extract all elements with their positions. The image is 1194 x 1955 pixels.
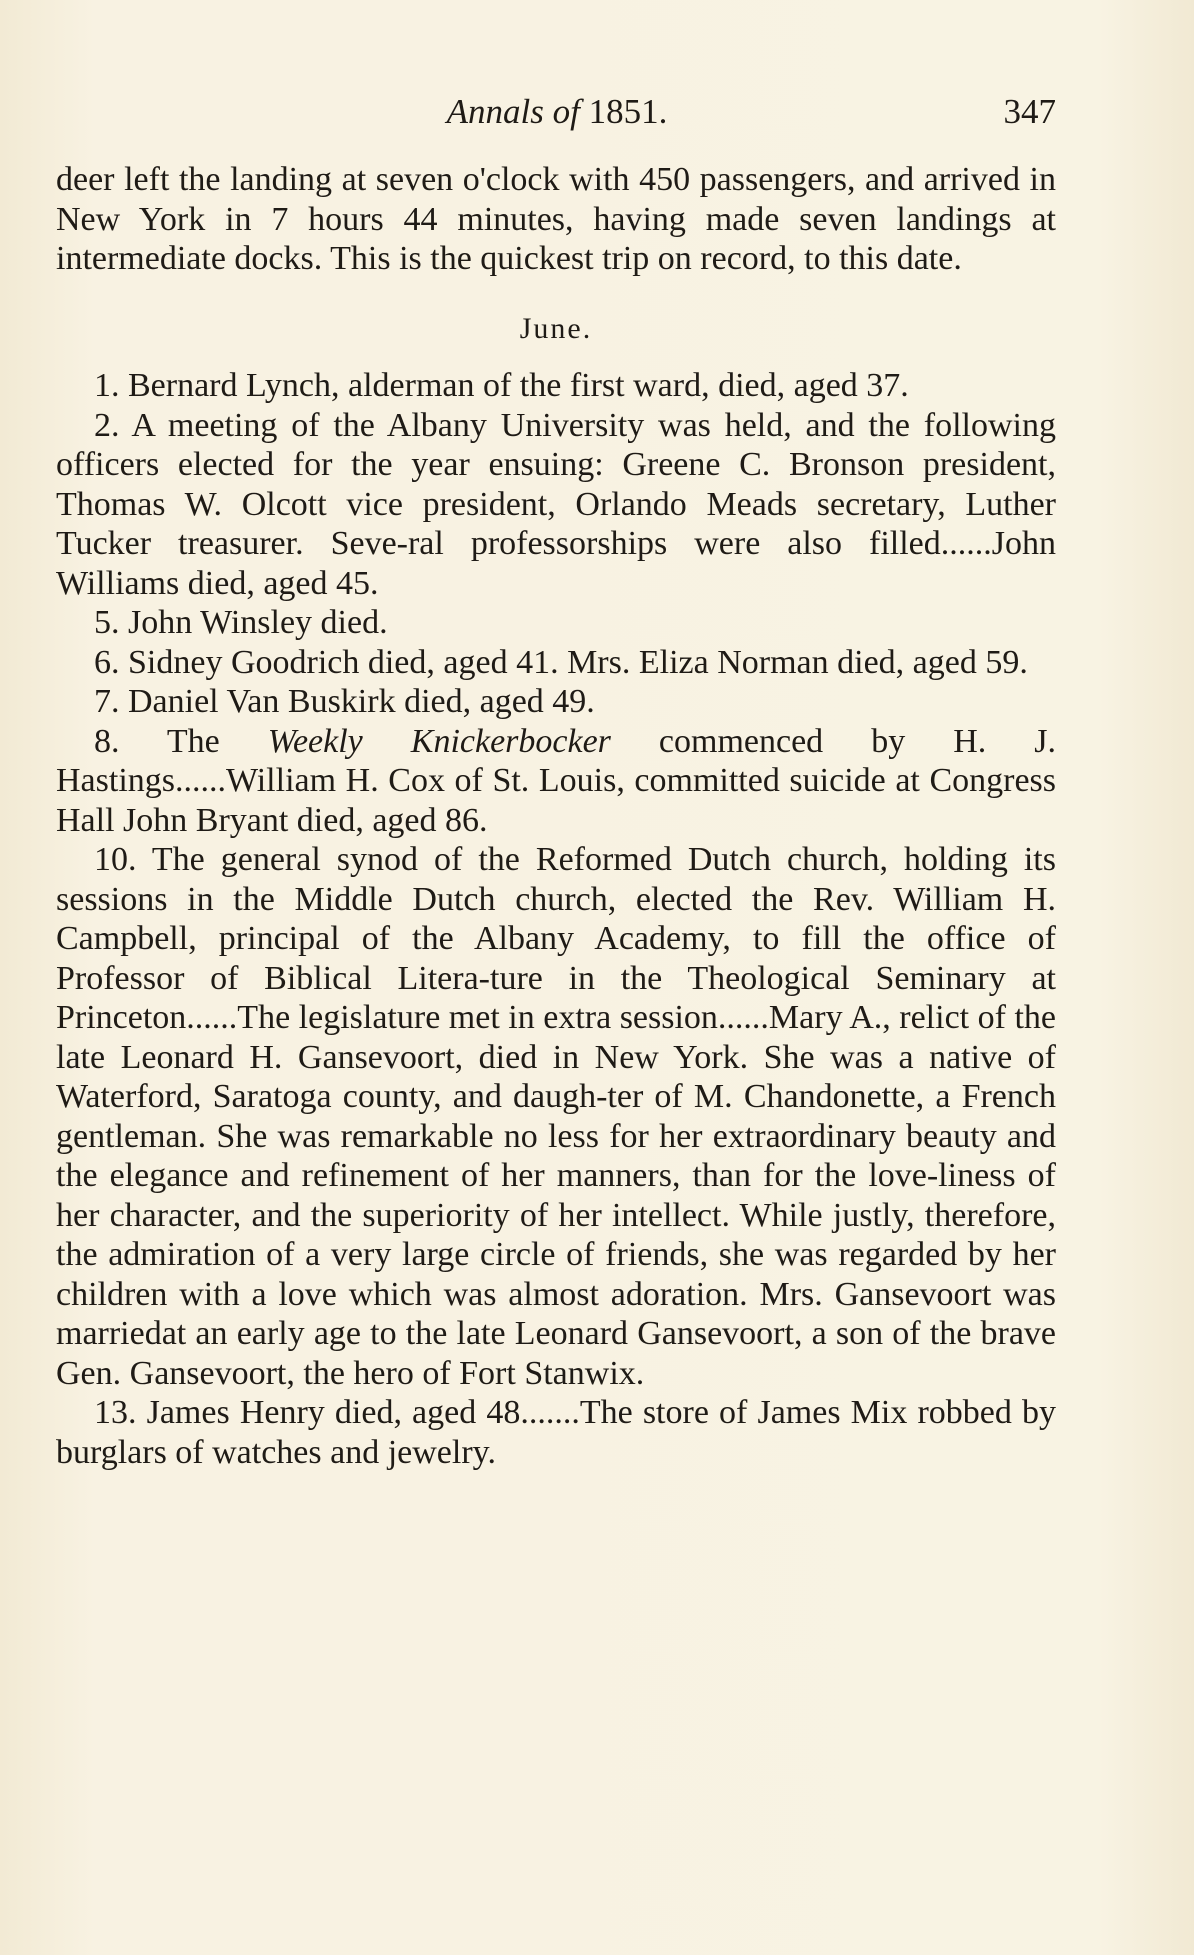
entry-june-13: 13. James Henry died, aged 48.......The store of James Mix robbed by burglars of watches and jewelry. [56,1394,1056,1471]
entry-june-5: 5. John Winsley died. [94,604,388,641]
entry-june-10: 10. The general synod of the Reformed Dutch church, holding its sessions in the Middle Dutch church, elected the Rev. William H. Campbell, principal of the Albany Academy, to fill the office of Professor of Biblical Litera-ture in the Theological Seminary at Princeton......The legislature met in extra session......Mary A., relict of the late Leonard H. Gansevoort, died in New York. She was a native of Waterford, Saratoga county, and daugh-ter of M. Chandonette, a French gentleman. She was remarkable no less for her extraordinary beauty and the elegance and refinement of her manners, than for the love-liness of her character, and the superiority of her intellect. While justly, therefore, the admiration of a very large circle of friends, she was regarded by her children with a love which was almost adoration. Mrs. Gansevoort was marriedat an early age to the late Leonard Gansevoort, a son of the brave Gen. Gansevoort, the hero of Fort Stanwix. [56,841,1056,1392]
page-number: 347 [1003,92,1056,131]
publication-title: Weekly Knickerbocker [267,722,611,760]
entry-june-1: 1. Bernard Lynch, alderman of the first ward, died, aged 37. [94,367,909,404]
entry-june-7: 7. Daniel Van Buskirk died, aged 49. [94,683,595,720]
entry-june-8-suffix: commenced by H. J. Hastings......William H. Cox of St. Louis, committed suicide at Congress Hall John Bryant died, aged 86. [56,722,1056,839]
body-text [56,160,1056,1472]
running-head-title: Annals of [446,92,580,131]
entry-june-6: 6. Sidney Goodrich died, aged 41. Mrs. Eliza Norman died, aged 59. [94,643,1028,681]
page-header [58,92,1056,142]
opening-paragraph: deer left the landing at seven o'clock with 450 passengers, and arrived in New York in 7 hours 44 minutes, having made seven landings at intermediate docks. This is the quickest trip on record, to this date. [56,161,1056,277]
entry-june-2: 2. A meeting of the Albany University was held, and the following officers elected for the year ensuing: Greene C. Bronson president, Thomas W. Olcott vice president, Orlando Meads secretary, Luther Tucker treasurer. Seve-ral professorships were also filled......John Williams died, aged 45. [56,406,1056,602]
entry-june-8-prefix: 8. The [94,722,268,760]
entry-june-8 [56,722,1056,841]
running-head [58,92,1056,132]
month-heading: June. [519,311,593,345]
running-head-year: 1851. [588,92,668,131]
